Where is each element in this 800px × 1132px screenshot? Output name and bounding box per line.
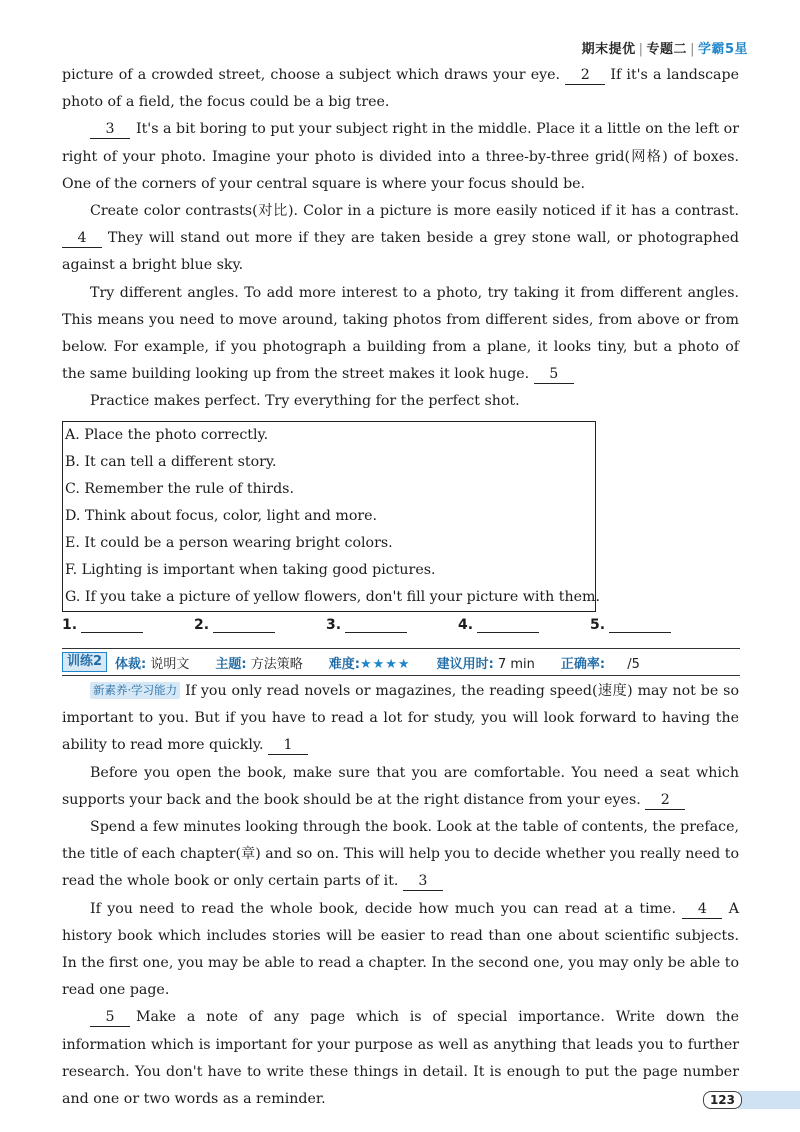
- answer-5: [590, 616, 722, 633]
- answer-number: 2.: [194, 617, 210, 633]
- header-divider-2: |: [690, 42, 695, 57]
- text: Try different angles. To add more interest to a photo, try taking it from different angles. This means you need to move around, taking photos from different sides, from above or from below. For example, if you photograph a building from a plane, it looks tiny, but a photo of the same building looking up from the street makes it look huge.: [62, 284, 739, 383]
- text: Before you open the book, make sure that you are comfortable. You need a seat which supports your back and the book should be at the right distance from your eyes.: [62, 764, 739, 808]
- text: If it's a landscape photo of a field, the focus could be a big tree.: [62, 67, 739, 111]
- passage2-paragraph-4: [62, 896, 739, 1005]
- passage2-paragraph-5: [62, 1004, 739, 1113]
- passage1-paragraph-1: [62, 62, 739, 116]
- text: It's a bit boring to put your subject right in the middle. Place it a little on the left or right of your photo. Imagine your photo is divided into a three-by-three grid(网格) of boxes. One of the corners of your central square is where your focus should be.: [62, 121, 739, 192]
- option-f: F. Lighting is important when taking good pictures.: [65, 562, 436, 578]
- answer-line[interactable]: [345, 616, 407, 633]
- passage1-paragraph-2: [62, 116, 739, 198]
- text: A history book which includes stories will be easier to read than one about scientific subjects. In the first one, you may be able to read a chapter. In the second one, you may only be able to read one page.: [62, 900, 739, 999]
- answer-blank-4[interactable]: 4: [62, 229, 102, 248]
- text: If you need to read the whole book, decide how much you can read at a time.: [90, 900, 676, 917]
- topic-label: 主题:: [215, 656, 247, 672]
- header-topic: 专题二: [646, 42, 688, 57]
- training-bar: [62, 648, 740, 676]
- answer-number: 1.: [62, 617, 78, 633]
- genre-label: 体裁:: [115, 656, 147, 672]
- passage2-paragraph-1: [62, 678, 739, 760]
- accuracy-label: 正确率:: [560, 656, 606, 672]
- difficulty-stars-icon: ★★★★: [359, 656, 411, 672]
- answer-line[interactable]: [81, 616, 143, 633]
- option-a: A. Place the photo correctly.: [65, 427, 269, 443]
- header-section: 期末提优: [581, 42, 636, 57]
- answer-row: [62, 616, 738, 633]
- genre: [115, 653, 189, 672]
- genre-value: 说明文: [150, 656, 190, 672]
- option-c: C. Remember the rule of thirds.: [65, 481, 294, 497]
- option-e: E. It could be a person wearing bright colors.: [65, 535, 393, 551]
- answer-blank-5[interactable]: 5: [90, 1008, 130, 1027]
- answer-blank-3[interactable]: 3: [90, 120, 130, 139]
- passage2-paragraph-2: [62, 760, 739, 814]
- time-value: 7 min: [497, 656, 535, 672]
- passage-1: [62, 62, 739, 416]
- answer-3: [326, 616, 458, 633]
- suggested-time: [437, 653, 535, 672]
- answer-number: 5.: [590, 617, 606, 633]
- answer-blank-2[interactable]: 2: [565, 66, 605, 85]
- option-d: D. Think about focus, color, light and more.: [65, 508, 378, 524]
- difficulty-label: 难度:: [328, 656, 360, 672]
- text: Make a note of any page which is of special importance. Write down the information which is important for your purpose as well as anything that leads you to further research. You don't have to write these things in detail. It is enough to put the page number and one or two words as a reminder.: [62, 1009, 739, 1108]
- page-number: 123: [703, 1091, 742, 1109]
- answer-blank-1[interactable]: 1: [268, 736, 308, 755]
- passage1-paragraph-5: Practice makes perfect. Try everything for the perfect shot.: [90, 393, 520, 410]
- header-divider: |: [638, 42, 644, 57]
- answer-4: [458, 616, 590, 633]
- text: Spend a few minutes looking through the book. Look at the table of contents, the preface, the title of each chapter(章) and so on. This will help you to decide whether you really need to read the whole book or only certain parts of it.: [62, 819, 739, 890]
- answer-2: [194, 616, 326, 633]
- page-header: [582, 38, 748, 57]
- time-label: 建议用时:: [436, 656, 494, 672]
- difficulty: [329, 653, 411, 672]
- topic-value: 方法策略: [250, 656, 303, 672]
- passage1-paragraph-4: [62, 280, 739, 389]
- topic: [215, 653, 302, 672]
- text: If you only read novels or magazines, the reading speed(速度) may not be so important to you. But if you have to read a lot for study, you will look forward to having the ability to read more quickly.: [62, 683, 739, 754]
- passage2-paragraph-3: [62, 814, 739, 896]
- header-brand: 学霸5星: [697, 42, 748, 57]
- text: picture of a crowded street, choose a subject which draws your eye.: [62, 67, 561, 83]
- accuracy: [561, 653, 640, 672]
- answer-blank-3[interactable]: 3: [403, 872, 443, 891]
- answer-line[interactable]: [213, 616, 275, 633]
- answer-1: [62, 616, 194, 633]
- answer-blank-4[interactable]: 4: [682, 900, 722, 919]
- skill-badge: 新素养·学习能力: [90, 682, 180, 699]
- training-tag: 训练2: [62, 652, 107, 672]
- options-box: [62, 421, 600, 612]
- text: They will stand out more if they are taken beside a grey stone wall, or photographed against a bright blue sky.: [62, 230, 739, 274]
- passage1-paragraph-3: [62, 198, 739, 280]
- page-number-bar: [738, 1091, 800, 1109]
- answer-number: 4.: [458, 617, 474, 633]
- answer-blank-5[interactable]: 5: [534, 365, 574, 384]
- accuracy-value: /5: [627, 656, 640, 672]
- option-b: B. It can tell a different story.: [65, 454, 277, 470]
- answer-blank-2[interactable]: 2: [645, 791, 685, 810]
- answer-number: 3.: [326, 617, 342, 633]
- text: Create color contrasts(对比). Color in a picture is more easily noticed if it has a contrast.: [90, 203, 739, 220]
- answer-line[interactable]: [609, 616, 671, 633]
- passage-2: [62, 678, 739, 1113]
- option-g: G. If you take a picture of yellow flowers, don't fill your picture with them.: [65, 589, 600, 605]
- answer-line[interactable]: [477, 616, 539, 633]
